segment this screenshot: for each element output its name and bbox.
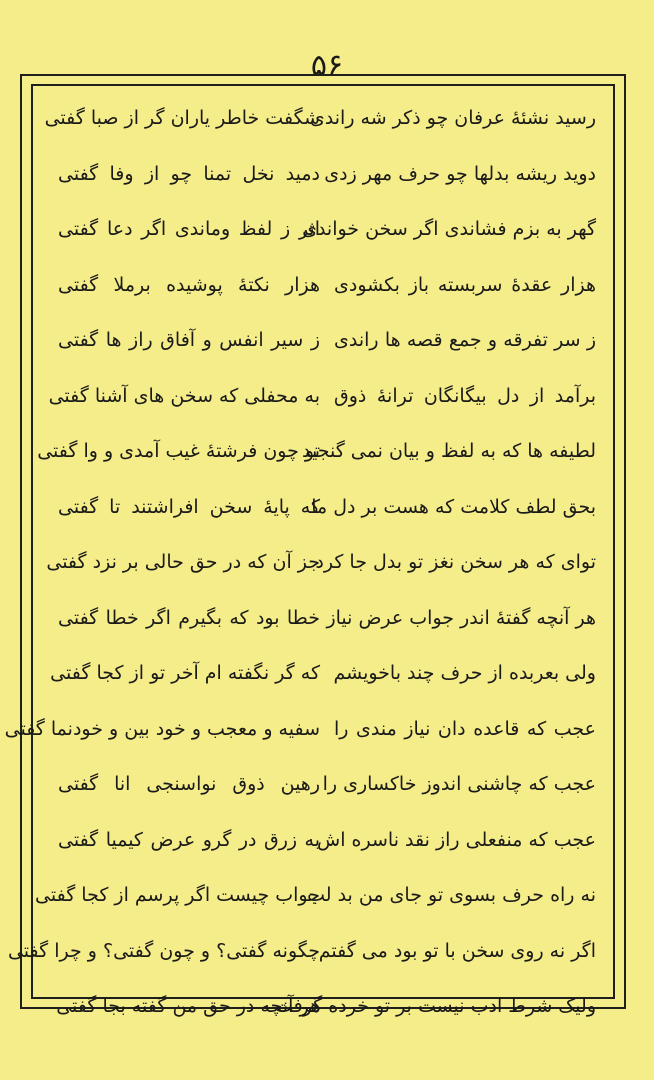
hemistich-second: سفیه و معجب و خود بین و خودنما گفتی [4,717,320,740]
hemistich-second: رهین ذوق نواسنجی انا گفتی [58,773,320,795]
hemistich-first: ولی بعربده از حرف چند باخویشم [333,662,596,684]
page-number: ۵۶ [310,48,344,83]
hemistich-second: اثر ز لفظ وماندی اگر دعا گفتی [58,218,320,240]
couplet [44,598,604,654]
couplet [44,209,604,265]
hemistich-second: تو چون فرشتهٔ غیب آمدی و وا گفتی [37,440,320,462]
hemistich-first: عجب که منفعلی راز نقد ناسره اش [317,828,596,851]
hemistich-second: هر آنچه در حق من گفته بجا گفتی [56,995,320,1017]
hemistich-second: شگفت خاطر یاران گر از صبا گفتی [44,107,320,129]
couplet [44,764,604,820]
couplet [44,820,604,876]
hemistich-first: گهر به بزم فشاندی اگر سخن خواندی [302,218,596,240]
hemistich-first: لطیفه ها که به لفظ و بیان نمی گنجید [302,440,596,462]
hemistich-first: ولیک شرط ادب نیست بر تو خرده گرفت [275,995,596,1017]
hemistich-second: هزار نکتهٔ پوشیده برملا گفتی [58,273,320,296]
couplet [44,487,604,543]
couplet [44,653,604,709]
hemistich-first: ز سر تفرقه و جمع قصه ها راندی [334,329,596,351]
hemistich-second: به زرق در گرو عرض کیمیا گفتی [58,828,320,851]
hemistich-first: اگر نه روی سخن با تو بود می گفتم [318,939,596,962]
hemistich-second: که پایهٔ سخن افراشتند تا گفتی [58,495,320,518]
couplet [44,98,604,154]
hemistich-first: توای که هر سخن نغز تو بدل جا کرد [315,551,596,573]
couplet [35,875,604,931]
couplet [37,431,604,487]
couplet [4,709,604,765]
couplet [44,265,604,321]
hemistich-first: عجب که چاشنی اندوز خاکساری را [322,773,596,795]
couplet [7,931,604,987]
hemistich-second: ز سیر انفس و آفاق راز ها گفتی [58,329,320,351]
hemistich-first: هر آنچه گفتهٔ اندر جواب عرض نیاز [326,606,596,629]
couplet [44,376,604,432]
hemistich-first: دوید ریشه بدلها چو حرف مهر زدی [324,162,596,185]
hemistich-first: عجب که قاعده دان نیاز مندی را [334,717,596,740]
hemistich-first: هزار عقدهٔ سربسته باز بکشودی [334,273,596,296]
couplet [44,154,604,210]
hemistich-first: بحق لطف کلامت که هست بر دل ما [311,495,596,518]
hemistich-second: که گر نگفته ام آخر تو از کجا گفتی [50,662,320,684]
couplet [44,320,604,376]
hemistich-second: به محفلی که سخن های آشنا گفتی [48,384,320,407]
hemistich-second: خطا بود که بگیرم اگر خطا گفتی [58,606,320,629]
hemistich-second: دمید نخل تمنا چو از وفا گفتی [58,162,320,185]
couplet [44,986,604,1042]
hemistich-first: نه راه حرف بسوی تو جای من بد لب [307,884,596,906]
verse-block [4,98,604,1042]
hemistich-second: جز آن که در حق حالی بر نزد گفتی [46,551,320,573]
hemistich-second: جواب چیست اگر پرسم از کجا گفتی [35,884,320,906]
hemistich-first: برآمد از دل بیگانگان ترانهٔ ذوق [334,384,596,407]
couplet [44,542,604,598]
hemistich-first: رسید نشئهٔ عرفان چو ذکر شه راندی [309,107,596,129]
hemistich-second: چگونه گفتی؟ و چون گفتی؟ و چرا گفتی [7,939,320,962]
